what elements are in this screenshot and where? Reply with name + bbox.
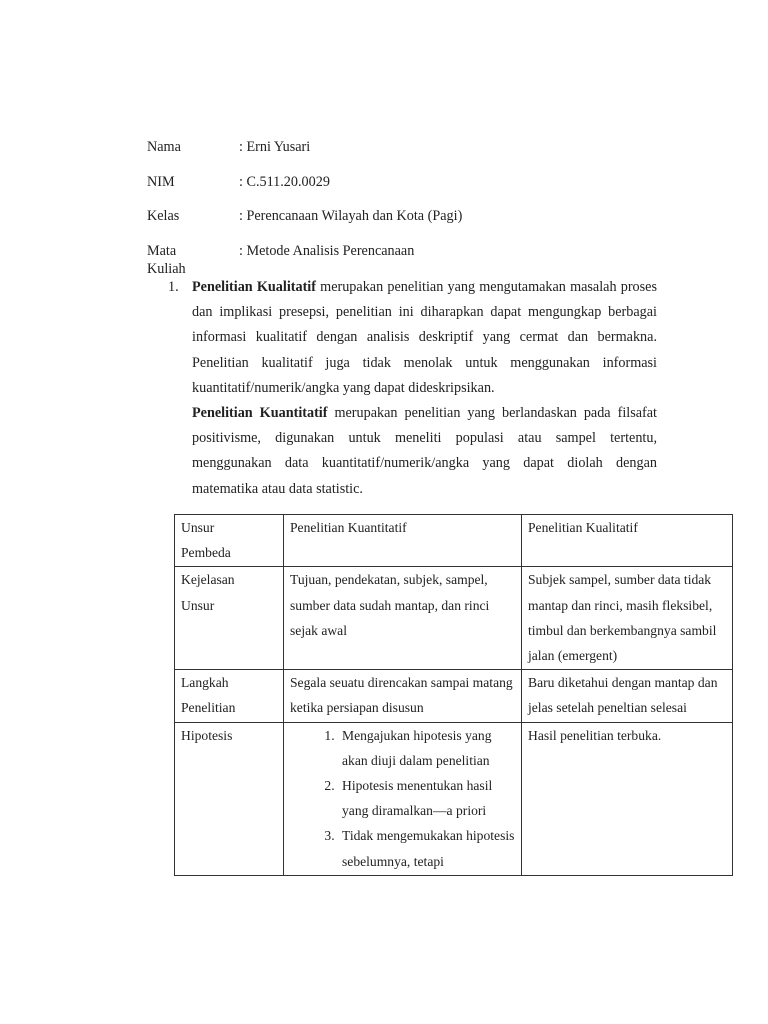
table-cell-kuantitatif [284, 722, 522, 875]
table-row [175, 567, 733, 670]
info-label: Kelas [147, 208, 180, 224]
info-value: : Perencanaan Wilayah dan Kota (Pagi) [239, 208, 463, 224]
table-cell-unsur: Hipotesis [175, 722, 284, 875]
table-cell-kualitatif: Subjek sampel, sumber data tidak mantap dan rinci, masih fleksibel, timbul dan berkembangnya sambil jalan (emergent) [522, 567, 733, 670]
paragraph-kuantitatif [192, 401, 657, 502]
numbered-section [168, 275, 658, 502]
header-cell-unsur: Unsur Pembeda [175, 515, 284, 567]
info-value: : C.511.20.0029 [239, 173, 330, 190]
table-row [175, 722, 733, 875]
comparison-table [174, 514, 733, 876]
header-cell-kualitatif: Penelitian Kualitatif [522, 515, 733, 567]
info-value: : Erni Yusari [239, 139, 311, 155]
info-label: NIM [147, 173, 175, 190]
header-cell-kuantitatif: Penelitian Kuantitatif [284, 515, 522, 567]
table-cell-kuantitatif: Segala seuatu direncakan sampai matang ketika persiapan disusun [284, 670, 522, 722]
section-number: 1. [168, 279, 179, 295]
hipotesis-list [290, 723, 515, 874]
table-cell-unsur: Kejelasan Unsur [175, 567, 284, 670]
info-label: Nama [147, 139, 181, 155]
list-item: 3. Tidak mengemukakan hipotesis sebelumnya, tetapi [338, 823, 515, 873]
paragraph-text: merupakan penelitian yang berlandaskan pada filsafat positivisme, digunakan untuk meneliti populasi atau sampel tertentu, menggunakan data kuantitatif/numerik/angka yang dapat diolah dengan matematika atau data statistic. [192, 405, 657, 497]
table-cell-kualitatif: Hasil penelitian terbuka. [522, 722, 733, 875]
table-row [175, 670, 733, 722]
term-kualitatif: Penelitian Kualitatif [192, 279, 316, 295]
section-body [192, 275, 657, 502]
info-value: : Metode Analisis Perencanaan [239, 242, 415, 259]
table-cell-kualitatif: Baru diketahui dengan mantap dan jelas setelah peneltian selesai [522, 670, 733, 722]
info-label: Mata Kuliah [147, 242, 186, 277]
list-item: 2. Hipotesis menentukan hasil yang diramalkan—a priori [338, 773, 515, 823]
paragraph-text: merupakan penelitian yang mengutamakan masalah proses dan implikasi presepsi, penelitian ini diharapkan dapat mengungkap berbagai informasi kualitatif dengan analisis deskriptif yang cermat dan bermakna. Penelitian kualitatif juga tidak menolak untuk menggunakan informasi kuantitatif/numerik/angka yang dapat dideskripsikan. [192, 279, 657, 396]
paragraph-kualitatif [192, 275, 657, 401]
table-header-row [175, 515, 733, 567]
table-cell-kuantitatif: Tujuan, pendekatan, subjek, sampel, sumber data sudah mantap, dan rinci sejak awal [284, 567, 522, 670]
table-cell-unsur: Langkah Penelitian [175, 670, 284, 722]
list-item: 1. Mengajukan hipotesis yang akan diuji dalam penelitian [338, 723, 515, 773]
term-kuantitatif: Penelitian Kuantitatif [192, 405, 328, 422]
